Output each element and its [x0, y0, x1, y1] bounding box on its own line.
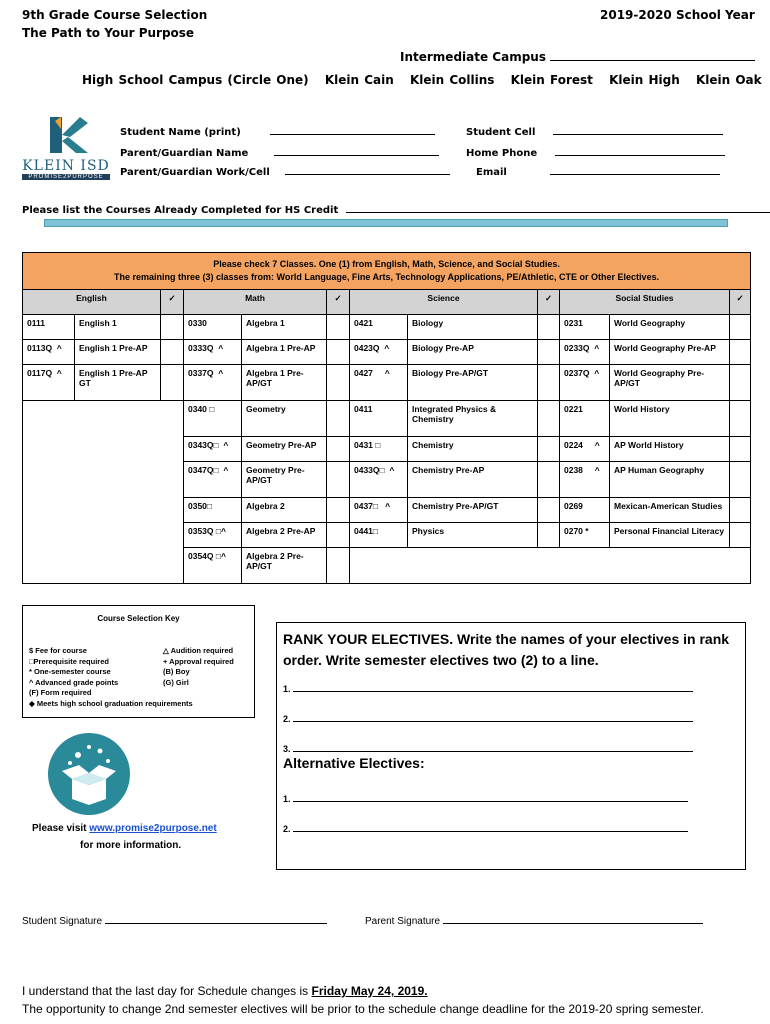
social-studies-checkbox[interactable] — [730, 437, 751, 462]
science-course-code: 0427 ^ — [350, 365, 408, 401]
english-checkbox[interactable] — [161, 340, 184, 365]
page-title: 9th Grade Course Selection — [22, 8, 208, 22]
campus-option-high[interactable]: Klein High — [609, 73, 680, 87]
klein-isd-logo — [22, 115, 110, 180]
social-studies-course-code: 0270 * — [560, 523, 610, 548]
science-course-name: Chemistry Pre-AP — [408, 462, 538, 498]
math-course-name: Algebra 1 — [242, 315, 327, 340]
student-cell-line[interactable] — [553, 124, 723, 135]
rank-input-line[interactable] — [293, 741, 693, 752]
empty-cell — [350, 548, 751, 584]
key-right-list — [163, 646, 234, 688]
promo-more-text: for more information. — [80, 840, 182, 851]
math-course-name: Algebra 2 Pre-AP/GT — [242, 548, 327, 584]
math-course-code: 0343Q□ ^ — [184, 437, 242, 462]
english-course-name: English 1 Pre-AP — [75, 340, 161, 365]
key-item: ^ Advanced grade points — [29, 677, 119, 687]
table-row — [23, 315, 751, 340]
social-studies-course-name: World Geography Pre-AP/GT — [610, 365, 730, 401]
social-studies-checkbox[interactable] — [730, 365, 751, 401]
page-subtitle: The Path to Your Purpose — [22, 26, 195, 40]
student-cell-field[interactable] — [466, 124, 723, 138]
math-checkbox[interactable] — [327, 315, 350, 340]
science-course-name: Physics — [408, 523, 538, 548]
alternative-electives-title: Alternative Electives: — [283, 755, 425, 771]
logo-text: KLEIN ISD — [22, 158, 110, 174]
table-row — [23, 365, 751, 401]
math-course-code: 0330 — [184, 315, 242, 340]
science-course-name: Integrated Physics & Chemistry — [408, 401, 538, 437]
home-phone-label: Home Phone — [466, 148, 538, 159]
parent-work-field[interactable] — [120, 164, 450, 178]
instructions-line-2: The remaining three (3) classes from: World Language, Fine Arts, Technology Applications, PE/Athletic, CTE or Other Electives. — [113, 272, 660, 282]
social-studies-course-code: 0231 — [560, 315, 610, 340]
math-checkbox[interactable] — [327, 340, 350, 365]
science-course-code: 0423Q ^ — [350, 340, 408, 365]
promise2purpose-link[interactable]: www.promise2purpose.net — [89, 823, 217, 834]
rank-number: 1. — [283, 684, 291, 694]
promo-text — [32, 823, 217, 834]
home-phone-field[interactable] — [466, 145, 725, 159]
english-checkbox[interactable] — [161, 365, 184, 401]
course-table — [22, 252, 751, 584]
science-course-name: Biology — [408, 315, 538, 340]
gift-box-icon — [48, 733, 130, 820]
column-header-row — [23, 290, 751, 315]
rank-electives-text: RANK YOUR ELECTIVES. Write the names of your electives in rank order. Write semester electives two (2) to a line. — [283, 631, 730, 668]
science-checkbox[interactable] — [538, 437, 560, 462]
social-studies-course-name: World Geography — [610, 315, 730, 340]
logo-mark-icon — [22, 115, 110, 155]
school-year: 2019-2020 School Year — [600, 8, 755, 22]
math-checkbox[interactable] — [327, 548, 350, 584]
table-row — [23, 401, 751, 437]
science-course-name: Chemistry Pre-AP/GT — [408, 498, 538, 523]
math-checkbox[interactable] — [327, 365, 350, 401]
schedule-deadline-text — [22, 984, 428, 998]
deadline-date: Friday May 24, 2019. — [311, 984, 428, 998]
math-checkbox[interactable] — [327, 523, 350, 548]
key-item: + Approval required — [163, 656, 234, 666]
parent-work-label: Parent/Guardian Work/Cell — [120, 167, 270, 178]
social-studies-checkbox[interactable] — [730, 498, 751, 523]
science-course-code: 0431 □ — [350, 437, 408, 462]
hs-credit-label: Please list the Courses Already Completed for HS Credit — [22, 205, 339, 216]
science-course-name: Chemistry — [408, 437, 538, 462]
hs-campus-row — [82, 73, 762, 87]
science-checkbox[interactable] — [538, 523, 560, 548]
header-science: Science — [350, 290, 538, 315]
student-cell-label: Student Cell — [466, 127, 536, 138]
science-course-code: 0411 — [350, 401, 408, 437]
key-item: (F) Form required — [29, 688, 92, 697]
rank-input-line[interactable] — [293, 711, 693, 722]
alt-line-1[interactable] — [283, 791, 688, 804]
science-checkbox[interactable] — [538, 315, 560, 340]
math-course-code: 0354Q □^ — [184, 548, 242, 584]
header-math: Math — [184, 290, 327, 315]
social-studies-course-code: 0238 ^ — [560, 462, 610, 498]
science-course-code: 0433Q□ ^ — [350, 462, 408, 498]
social-studies-checkbox[interactable] — [730, 315, 751, 340]
parent-signature-label: Parent Signature — [365, 916, 441, 927]
check-icon: ✓ — [161, 290, 184, 315]
social-studies-checkbox[interactable] — [730, 340, 751, 365]
campus-option-forest[interactable]: Klein Forest — [510, 73, 593, 87]
math-course-name: Geometry Pre-AP/GT — [242, 462, 327, 498]
social-studies-course-name: AP World History — [610, 437, 730, 462]
alt-input-line[interactable] — [293, 791, 688, 802]
science-course-name: Biology Pre-AP — [408, 340, 538, 365]
social-studies-course-code: 0224 ^ — [560, 437, 610, 462]
rank-number: 3. — [283, 744, 291, 754]
parent-name-label: Parent/Guardian Name — [120, 148, 249, 159]
science-checkbox[interactable] — [538, 401, 560, 437]
social-studies-course-code: 0233Q ^ — [560, 340, 610, 365]
alt-line-2[interactable] — [283, 821, 688, 834]
math-checkbox[interactable] — [327, 401, 350, 437]
check-icon: ✓ — [538, 290, 560, 315]
instructions-line-1: Please check 7 Classes. One (1) from English, Math, Science, and Social Studies. — [213, 259, 560, 269]
english-course-code: 0117Q ^ — [23, 365, 75, 401]
math-checkbox[interactable] — [327, 437, 350, 462]
math-checkbox[interactable] — [327, 498, 350, 523]
key-item: △ Audition required — [163, 646, 234, 655]
electives-box — [276, 622, 746, 870]
english-course-code: 0111 — [23, 315, 75, 340]
key-item: ◆ Meets high school graduation requirements — [29, 698, 193, 708]
english-course-name: English 1 — [75, 315, 161, 340]
key-title: Course Selection Key — [97, 614, 180, 623]
social-studies-course-code: 0221 — [560, 401, 610, 437]
hs-credit-field[interactable] — [22, 202, 770, 216]
logo-tagline: PROMISE2PURPOSE — [22, 174, 110, 180]
promo-visit-text: Please visit — [32, 823, 90, 834]
home-phone-line[interactable] — [555, 145, 725, 156]
social-studies-course-name: AP Human Geography — [610, 462, 730, 498]
math-course-name: Algebra 2 — [242, 498, 327, 523]
student-signature-label: Student Signature — [22, 916, 103, 927]
parent-name-field[interactable] — [120, 145, 439, 159]
hs-campus-label: High School Campus (Circle One) — [82, 73, 309, 87]
student-name-label: Student Name (print) — [120, 127, 241, 138]
science-course-name: Biology Pre-AP/GT — [408, 365, 538, 401]
campus-option-cain[interactable]: Klein Cain — [324, 73, 394, 87]
math-course-name: Geometry Pre-AP — [242, 437, 327, 462]
student-name-line[interactable] — [270, 124, 435, 135]
social-studies-course-name: World Geography Pre-AP — [610, 340, 730, 365]
key-item: (B) Boy — [163, 667, 190, 676]
key-item: □Prerequisite required — [29, 656, 109, 666]
key-item: * One-semester course — [29, 667, 111, 676]
email-field[interactable] — [476, 164, 720, 178]
alt-number: 2. — [283, 824, 291, 834]
instructions-cell — [23, 253, 751, 290]
header-english: English — [23, 290, 161, 315]
rank-input-line[interactable] — [293, 681, 693, 692]
empty-english-cell — [23, 401, 184, 584]
math-course-code: 0350□ — [184, 498, 242, 523]
parent-work-line[interactable] — [285, 164, 450, 175]
campus-option-oak[interactable]: Klein Oak — [695, 73, 762, 87]
math-course-code: 0347Q□ ^ — [184, 462, 242, 498]
key-item: (G) Girl — [163, 677, 189, 687]
math-checkbox[interactable] — [327, 462, 350, 498]
student-name-field[interactable] — [120, 124, 435, 138]
social-studies-course-name: Mexican-American Studies — [610, 498, 730, 523]
course-key-box — [22, 605, 255, 718]
parent-name-line[interactable] — [274, 145, 439, 156]
social-studies-course-name: Personal Financial Literacy — [610, 523, 730, 548]
math-course-name: Algebra 1 Pre-AP/GT — [242, 365, 327, 401]
social-studies-course-code: 0269 — [560, 498, 610, 523]
english-checkbox[interactable] — [161, 315, 184, 340]
math-course-name: Algebra 1 Pre-AP — [242, 340, 327, 365]
email-label: Email — [476, 167, 507, 178]
student-signature-line[interactable] — [105, 913, 327, 924]
social-studies-checkbox[interactable] — [730, 523, 751, 548]
deadline-prefix: I understand that the last day for Schedule changes is — [22, 984, 312, 998]
check-icon: ✓ — [327, 290, 350, 315]
instructions-row — [23, 253, 751, 290]
science-course-code: 0437□ ^ — [350, 498, 408, 523]
math-course-name: Geometry — [242, 401, 327, 437]
science-course-code: 0441□ — [350, 523, 408, 548]
header-social-studies: Social Studies — [560, 290, 730, 315]
social-studies-course-code: 0237Q ^ — [560, 365, 610, 401]
science-checkbox[interactable] — [538, 365, 560, 401]
parent-signature-field[interactable] — [365, 913, 703, 927]
semester-change-text: The opportunity to change 2nd semester electives will be prior to the schedule change deadline for the 2019-20 spring semester. — [22, 1002, 704, 1016]
alt-input-line[interactable] — [293, 821, 688, 832]
parent-signature-line[interactable] — [443, 913, 703, 924]
social-studies-checkbox[interactable] — [730, 462, 751, 498]
table-row — [23, 340, 751, 365]
intermediate-campus-line[interactable] — [550, 50, 755, 61]
intermediate-campus-field[interactable] — [400, 50, 755, 64]
science-checkbox[interactable] — [538, 498, 560, 523]
course-table-body — [23, 315, 751, 584]
divider-bar — [44, 219, 728, 227]
science-course-code: 0421 — [350, 315, 408, 340]
english-course-code: 0113Q ^ — [23, 340, 75, 365]
email-line[interactable] — [550, 164, 720, 175]
math-course-code: 0333Q ^ — [184, 340, 242, 365]
social-studies-course-name: World History — [610, 401, 730, 437]
rank-number: 2. — [283, 714, 291, 724]
intermediate-campus-label: Intermediate Campus — [400, 50, 546, 64]
math-course-code: 0340 □ — [184, 401, 242, 437]
math-course-code: 0337Q ^ — [184, 365, 242, 401]
rank-line-1[interactable] — [283, 681, 693, 694]
science-checkbox[interactable] — [538, 340, 560, 365]
alt-number: 1. — [283, 794, 291, 804]
campus-option-collins[interactable]: Klein Collins — [409, 73, 495, 87]
english-course-name: English 1 Pre-AP GT — [75, 365, 161, 401]
science-checkbox[interactable] — [538, 462, 560, 498]
check-icon: ✓ — [730, 290, 751, 315]
key-item: $ Fee for course — [29, 646, 87, 655]
social-studies-checkbox[interactable] — [730, 401, 751, 437]
hs-credit-line[interactable] — [346, 202, 770, 213]
math-course-code: 0353Q □^ — [184, 523, 242, 548]
student-signature-field[interactable] — [22, 913, 327, 927]
math-course-name: Algebra 2 Pre-AP — [242, 523, 327, 548]
rank-line-2[interactable] — [283, 711, 693, 724]
